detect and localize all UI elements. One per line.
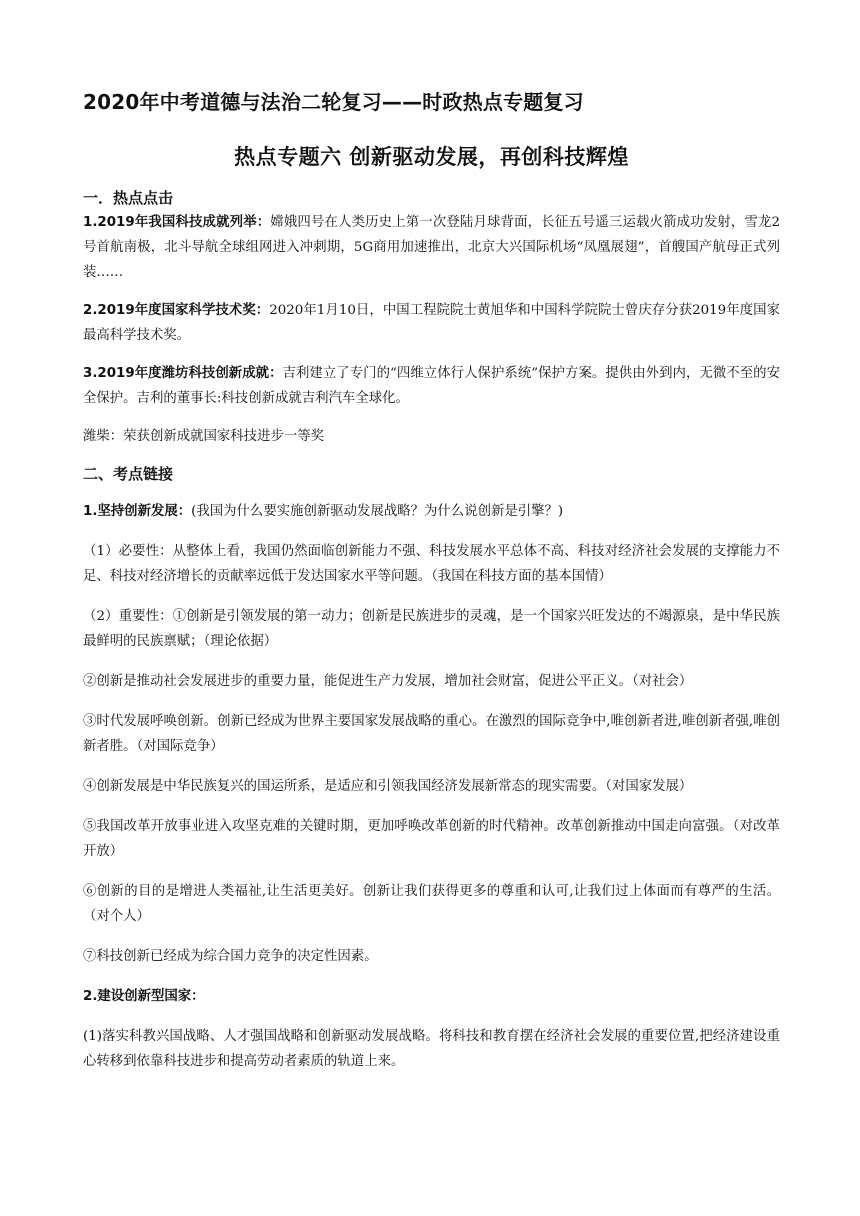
document-title: 2020年中考道德与法治二轮复习——时政热点专题复习 — [83, 90, 584, 114]
hot-topic-item-3 — [83, 361, 780, 411]
hot-topic-lead: 3.2019年度潍坊科技创新成就： — [83, 366, 283, 381]
section-heading-exam-links: 二、考点链接 — [83, 465, 174, 483]
hot-topic-text: 2020年1月10日，中国工程院院士黄旭华和中国科学院院士曾庆存分获2019年度国家最高科学技术奖。 — [83, 303, 780, 343]
hot-topic-text: 吉利建立了专门的“四维立体行人保护系统”保护方案。提供由外到内，无微不至的安全保护。吉利的董事长:科技创新成就吉利汽车全球化。 — [83, 366, 780, 406]
point1-item-3: ③时代发展呼唤创新。创新已经成为世界主要国家发展战略的重心。在激烈的国际竞争中,唯创新者进,唯创新者强,唯创新者胜。（对国际竞争） — [83, 714, 781, 754]
hot-topic-text: 嫦娥四号在人类历史上第一次登陆月球背面，长征五号遥三运载火箭成功发射，雪龙2号首航南极，北斗导航全球组网进入冲刺期，5G商用加速推出，北京大兴国际机场“凤凰展翅”，首艘国产航母正式列装…… — [83, 215, 780, 280]
hot-topic-lead: 1.2019年我国科技成就列举： — [83, 215, 271, 230]
point1-lead: 1.坚持创新发展： — [83, 504, 192, 519]
point1-item-4: ④创新发展是中华民族复兴的国运所系，是适应和引领我国经济发展新常态的现实需要。（对国家发展） — [83, 779, 693, 794]
hot-topic-item-2 — [83, 298, 780, 348]
document-subtitle: 热点专题六 创新驱动发展，再创科技辉煌 — [234, 145, 629, 169]
point1-item-7: ⑦科技创新已经成为综合国力竞争的决定性因素。 — [83, 949, 378, 964]
hot-topic-item-1 — [83, 210, 780, 285]
point2-text: (1)落实科教兴国战略、人才强国战略和创新驱动发展战略。将科技和教育摆在经济社会发展的重要位置,把经济建设重心转移到依靠科技进步和提高劳动者素质的轨道上来。 — [83, 1029, 780, 1069]
point2-heading: 2.建设创新型国家： — [83, 989, 205, 1004]
weichai-note: 潍柴：荣获创新成就国家科技进步一等奖 — [83, 429, 325, 444]
section-heading-hot-topics: 一．热点点击 — [83, 189, 174, 207]
hot-topic-lead: 2.2019年度国家科学技术奖： — [83, 303, 270, 318]
point1-question: (我国为什么要实施创新驱动发展战略？为什么说创新是引擎？) — [191, 504, 564, 519]
point1-necessity: （1）必要性：从整体上看，我国仍然面临创新能力不强、科技发展水平总体不高、科技对经济社会发展的支撑能力不足、科技对经济增长的贡献率远低于发达国家水平等问题。（我国在科技方面的基本国情） — [83, 544, 780, 584]
point1-item-6: ⑥创新的目的是增进人类福祉,让生活更美好。创新让我们获得更多的尊重和认可,让我们过上体面而有尊严的生活。（对个人） — [83, 884, 780, 924]
point1-item-2: ②创新是推动社会发展进步的重要力量，能促进生产力发展，增加社会财富，促进公平正义。（对社会） — [83, 674, 693, 689]
point1-importance: （2）重要性：①创新是引领发展的第一动力；创新是民族进步的灵魂，是一个国家兴旺发达的不竭源泉，是中华民族最鲜明的民族禀赋；（理论依据） — [83, 609, 780, 649]
document-page — [83, 88, 780, 1074]
point1-item-5: ⑤我国改革开放事业进入攻坚克难的关键时期，更加呼唤改革创新的时代精神。改革创新推动中国走向富强。（对改革开放） — [83, 819, 780, 859]
point1-heading — [83, 499, 780, 524]
